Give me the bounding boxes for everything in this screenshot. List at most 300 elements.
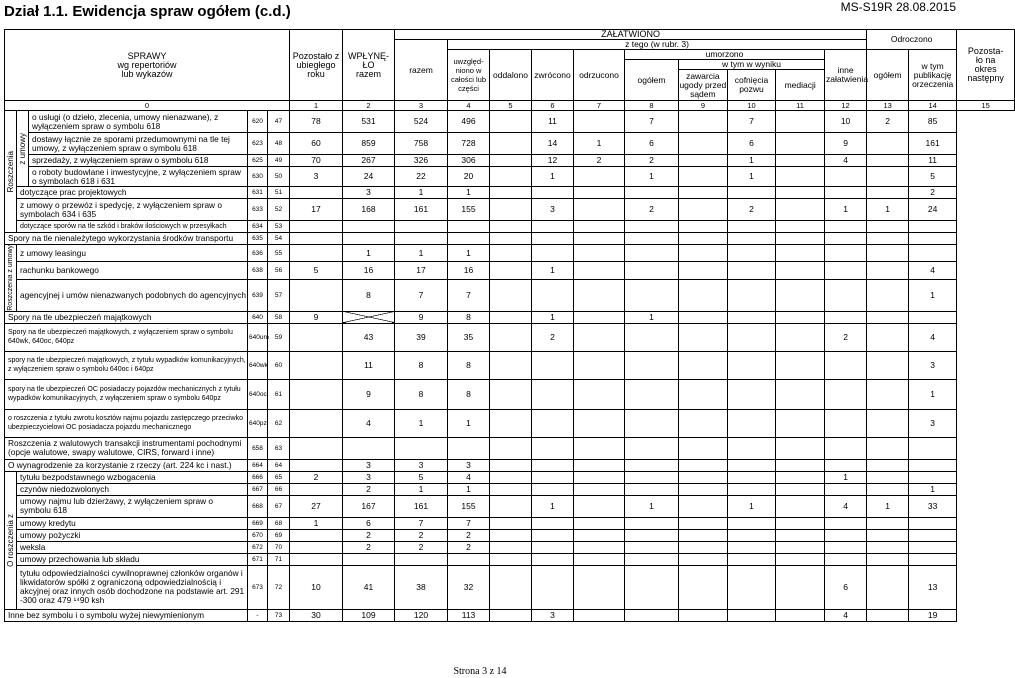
cell-value: 1 [909,279,957,311]
cell-value: 2 [909,187,957,199]
cell-value [776,437,825,459]
cell-value [867,233,909,245]
row-label: z umowy o przewóz i spedycję, z wyłączeniem spraw o symbolach 634 i 635 [17,199,248,221]
cell-value: 306 [448,155,490,167]
cell-value [679,517,728,529]
cell-value: 6 [728,133,776,155]
row-number: 50 [268,167,290,187]
cell-value: 1 [395,409,448,437]
row-number: 67 [268,495,290,517]
cell-value [490,221,532,233]
cell-value: 9 [290,311,343,323]
cell-value [490,379,532,409]
table-row [5,483,1015,495]
cell-value: 8 [395,351,448,379]
side-label-text: Roszczenia [6,150,15,193]
cell-value [825,379,867,409]
cell-value: 2 [867,111,909,133]
col-number: 2 [343,101,395,111]
cell-value [679,111,728,133]
cell-value [728,459,776,471]
row-symbol: 640um [248,323,268,351]
cell-value [679,221,728,233]
cell-value [825,167,867,187]
table-row [5,167,1015,187]
cell-value [490,565,532,609]
cell-value [574,541,625,553]
cell-value: 1 [625,311,679,323]
table-row [5,155,1015,167]
cell-value [776,379,825,409]
cell-value: 3 [532,609,574,621]
side-label-o-roszczenia-z [5,471,17,609]
cell-value: 1 [532,167,574,187]
row-number: 68 [268,517,290,529]
table-row [5,351,1015,379]
cell-value: 11 [909,155,957,167]
row-number: 72 [268,565,290,609]
cell-value [867,609,909,621]
table-row [5,279,1015,311]
cell-value: 1 [909,483,957,495]
cell-value: 161 [909,133,957,155]
cell-value [728,379,776,409]
cell-value [776,471,825,483]
cell-value [909,221,957,233]
cell-value [574,471,625,483]
table-row [5,133,1015,155]
cell-value [867,262,909,279]
cell-value [574,111,625,133]
row-label: umowy pożyczki [17,529,248,541]
row-symbol: 623 [248,133,268,155]
cell-value [532,483,574,495]
row-number: 62 [268,409,290,437]
cell-value: 7 [395,279,448,311]
cell-value [867,483,909,495]
table-row [5,311,1015,323]
cell-value [290,279,343,311]
row-symbol: 640pz [248,409,268,437]
hdr-oddalono: oddalono [490,50,532,101]
cell-value [448,233,490,245]
cell-value: 3 [532,199,574,221]
cell-value [867,409,909,437]
cell-value [909,471,957,483]
cell-value: 10 [825,111,867,133]
cell-value [825,187,867,199]
cell-value [776,483,825,495]
cell-value: 1 [448,187,490,199]
cell-value [290,483,343,495]
cell-value [574,351,625,379]
row-symbol: 664 [248,459,268,471]
table-row [5,187,1015,199]
row-number: 66 [268,483,290,495]
row-label: Spory na tle ubezpieczeń majątkowych [5,311,248,323]
cell-value: 41 [343,565,395,609]
cell-value [679,279,728,311]
hdr-zalatwiono: ZAŁATWIONO [395,30,867,40]
cell-value [532,221,574,233]
cell-value [395,437,448,459]
row-number: 73 [268,609,290,621]
hdr-wplynelo: WPŁYNĘ- ŁO razem [343,30,395,101]
cell-value [728,279,776,311]
cell-value [490,553,532,565]
cell-value [490,541,532,553]
cell-value: 1 [343,245,395,262]
col-number: 15 [957,101,1015,111]
row-symbol: 633 [248,199,268,221]
cell-value [867,541,909,553]
cell-value: 3 [343,471,395,483]
hdr-odr-ogolem: ogółem [867,50,909,101]
cell-value [679,409,728,437]
cell-value: 2 [343,541,395,553]
cell-value [290,541,343,553]
row-label: Roszczenia z walutowych transakcji instrumentami pochodnymi (opcje walutowe, swapy walutowe, CIRS, forward i inne) [5,437,248,459]
cell-value [625,459,679,471]
cell-value: 2 [625,155,679,167]
cell-value [490,311,532,323]
cell-value: 1 [532,495,574,517]
cell-value [625,409,679,437]
hdr-pozostalo: Pozostało z ubiegłego roku [290,30,343,101]
cell-value [825,409,867,437]
cell-value [825,529,867,541]
cell-value [290,379,343,409]
cell-value [625,541,679,553]
cell-value [490,111,532,133]
cell-value [776,233,825,245]
row-number: 52 [268,199,290,221]
cell-value [532,459,574,471]
cell-value: 168 [343,199,395,221]
cell-value [728,437,776,459]
cell-value [679,553,728,565]
cell-value [574,323,625,351]
row-number: 69 [268,529,290,541]
cell-value: 2 [574,155,625,167]
cell-value [625,233,679,245]
cell-value [679,483,728,495]
cell-value [574,517,625,529]
cell-value [625,279,679,311]
cell-value: 7 [448,279,490,311]
cell-value [679,167,728,187]
col-number: 8 [625,101,679,111]
cell-value [532,279,574,311]
cell-value [290,553,343,565]
cell-value [867,167,909,187]
cell-value [867,379,909,409]
cell-value [867,187,909,199]
cell-value [290,351,343,379]
col-number: 1 [290,101,343,111]
col-number: 12 [825,101,867,111]
row-label: czynów niedozwolonych [17,483,248,495]
cell-value [728,409,776,437]
cell-value [290,437,343,459]
cell-value [625,351,679,379]
cell-value: 496 [448,111,490,133]
col-number: 0 [5,101,290,111]
cell-value: 14 [532,133,574,155]
cell-value [574,483,625,495]
cell-value [490,167,532,187]
cell-value [532,351,574,379]
cell-value [867,351,909,379]
col-number: 9 [679,101,728,111]
row-symbol: 638 [248,262,268,279]
cell-value: 4 [825,495,867,517]
cell-value [679,233,728,245]
cell-value: 2 [343,483,395,495]
row-number: 57 [268,279,290,311]
cell-value: 85 [909,111,957,133]
cell-value [867,517,909,529]
cell-value [625,529,679,541]
cell-value [825,245,867,262]
cell-value [574,221,625,233]
row-symbol: 667 [248,483,268,495]
row-number: 58 [268,311,290,323]
cell-value: 155 [448,199,490,221]
cell-value [625,517,679,529]
cell-value [343,233,395,245]
table-row [5,609,1015,621]
cell-value [625,245,679,262]
cell-value [867,553,909,565]
cell-value: 22 [395,167,448,187]
cell-value [909,459,957,471]
cell-value [679,495,728,517]
row-label: o roszczenia z tytułu zwrotu kosztów najmu pojazdu zastępczego przeciwko ubezpieczycielowi OC posiadacza pojazdu mechanicznego [5,409,248,437]
cell-value: 2 [448,529,490,541]
row-symbol: - [248,609,268,621]
column-numbers-row [5,101,1015,111]
cell-value: 161 [395,495,448,517]
cell-value [776,111,825,133]
cell-value: 1 [574,133,625,155]
col-number: 5 [490,101,532,111]
cell-value [728,565,776,609]
cell-value: 35 [448,323,490,351]
cell-value [728,311,776,323]
cell-value: 8 [448,351,490,379]
row-symbol: 669 [248,517,268,529]
cell-value [490,199,532,221]
cell-value [574,553,625,565]
cell-value [867,245,909,262]
cell-value: 16 [448,262,490,279]
cell-value: 531 [343,111,395,133]
cell-value: 4 [909,323,957,351]
cell-value [776,199,825,221]
cell-value [728,553,776,565]
cell-value: 7 [728,111,776,133]
cell-value [625,262,679,279]
cell-value: 1 [625,495,679,517]
row-number: 71 [268,553,290,565]
row-number: 55 [268,245,290,262]
cell-value: 1 [532,311,574,323]
cell-value [867,529,909,541]
cell-value: 39 [395,323,448,351]
cell-value [679,311,728,323]
cell-value: 19 [909,609,957,621]
cell-value: 9 [343,379,395,409]
cell-value: 2 [532,323,574,351]
row-label: rachunku bankowego [17,262,248,279]
cell-value [825,541,867,553]
cell-value [728,529,776,541]
row-symbol: 672 [248,541,268,553]
cell-value [867,459,909,471]
cell-value: 3 [343,187,395,199]
row-label: agencyjnej i umów nienazwanych podobnych do agencyjnych [17,279,248,311]
row-label: weksla [17,541,248,553]
cell-value: 11 [532,111,574,133]
cell-value [825,437,867,459]
hdr-odrzucono: odrzucono [574,50,625,101]
cell-value [679,351,728,379]
cell-value [867,437,909,459]
cell-value: 33 [909,495,957,517]
cell-value [776,323,825,351]
cell-value [574,529,625,541]
row-label: dotyczące sporów na tle szkód i braków ilościowych w przesyłkach [17,221,248,233]
cell-value [625,379,679,409]
cell-value [679,459,728,471]
cell-value [574,233,625,245]
cell-value: 7 [395,517,448,529]
col-number: 13 [867,101,909,111]
cell-value [867,471,909,483]
cell-value [490,155,532,167]
cell-value [776,553,825,565]
cell-value [574,565,625,609]
cell-value [532,245,574,262]
hdr-uwzgl: uwzględ- niono w całości lub części [448,50,490,101]
cell-value [490,351,532,379]
cell-value [532,565,574,609]
cell-value: 728 [448,133,490,155]
cell-value: 6 [343,517,395,529]
row-label: umowy przechowania lub składu [17,553,248,565]
cell-value [625,553,679,565]
cell-value: 1 [867,199,909,221]
cell-value [776,541,825,553]
cell-value [825,553,867,565]
cell-value [776,529,825,541]
cell-value [728,483,776,495]
cell-value [728,221,776,233]
row-number: 65 [268,471,290,483]
cell-value [909,553,957,565]
cell-value: 3 [290,167,343,187]
cell-value: 12 [532,155,574,167]
cell-value [490,609,532,621]
row-number: 47 [268,111,290,133]
cell-value: 8 [448,311,490,323]
row-number: 51 [268,187,290,199]
row-symbol: 640 [248,311,268,323]
hdr-zawarcia: zawarcia ugody przed sądem [679,70,727,99]
cell-value: 8 [448,379,490,409]
table-row [5,379,1015,409]
cell-value [679,565,728,609]
cell-value [574,262,625,279]
cell-value: 1 [867,495,909,517]
cell-value: 6 [625,133,679,155]
side-label-text: O roszczenia z [6,513,15,567]
cell-value [625,483,679,495]
cell-value: 11 [343,351,395,379]
cell-value: 1 [532,262,574,279]
cell-value: 524 [395,111,448,133]
row-label: Inne bez symbolu i o symbolu wyżej niewymienionym [5,609,248,621]
cell-value [728,541,776,553]
col-number: 7 [574,101,625,111]
cell-value [909,529,957,541]
table-row [5,459,1015,471]
cell-value [290,323,343,351]
cell-value: 2 [448,541,490,553]
hdr-zwrocono: zwrócono [532,50,574,101]
table-row [5,221,1015,233]
cell-value: 78 [290,111,343,133]
row-symbol: 668 [248,495,268,517]
side-label-z-umowy [17,111,29,187]
table-row [5,471,1015,483]
cell-value [825,517,867,529]
cell-value [532,553,574,565]
row-symbol: 639 [248,279,268,311]
cell-value [448,437,490,459]
cell-value: 4 [825,609,867,621]
cell-value [909,245,957,262]
cell-value [574,409,625,437]
cell-value [490,529,532,541]
cell-value [728,609,776,621]
cell-value: 6 [825,565,867,609]
cell-value [532,529,574,541]
table-row [5,262,1015,279]
form-code: MS-S19R 28.08.2015 [840,0,956,14]
col-number: 10 [728,101,776,111]
cell-value: 1 [728,167,776,187]
hdr-mediacji: mediacji [784,79,816,90]
cell-value [490,323,532,351]
cell-value [679,437,728,459]
cell-value [490,233,532,245]
side-label-text: Roszczenia z umowy [7,245,14,311]
cell-value [776,133,825,155]
table-row [5,245,1015,262]
cell-value: 2 [290,471,343,483]
cell-value [679,609,728,621]
cell-value [532,409,574,437]
cell-value [625,221,679,233]
row-number: 48 [268,133,290,155]
cell-value: 7 [448,517,490,529]
cell-value [679,199,728,221]
hdr-odroczono: Odroczono [867,30,957,50]
cell-value [395,233,448,245]
cell-value [867,323,909,351]
